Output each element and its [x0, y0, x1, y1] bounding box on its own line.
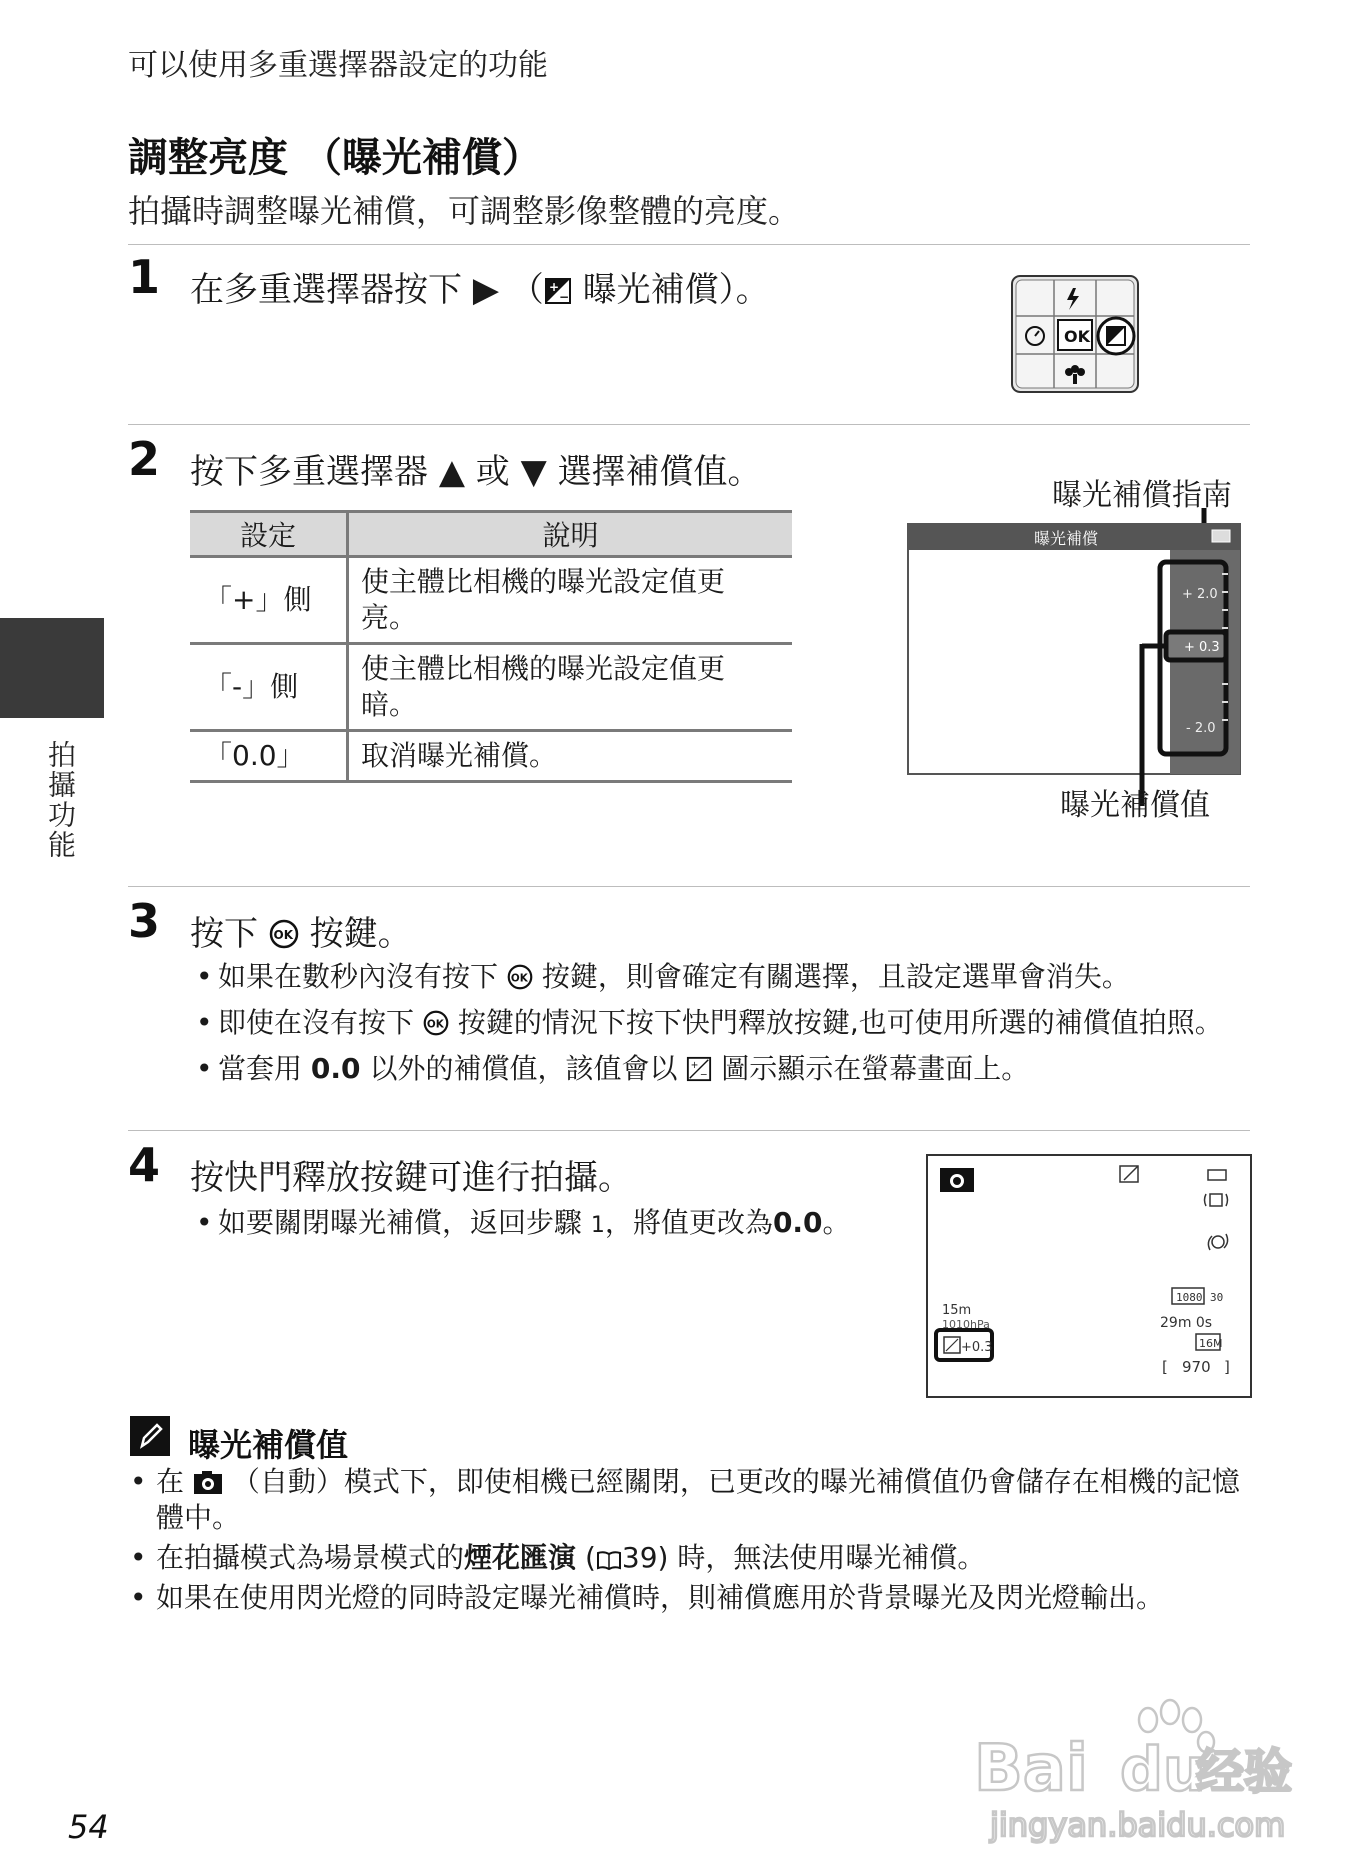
bullet-bold-value: 0.0	[310, 1052, 361, 1085]
bullet-text: 。	[822, 1206, 851, 1239]
table-cell-desc: 使主體比相機的曝光設定值更亮。	[348, 557, 793, 644]
bullet-bold-value: 0.0	[772, 1206, 823, 1239]
running-header: 可以使用多重選擇器設定的功能	[128, 48, 548, 83]
baidu-watermark-logo	[970, 1690, 1300, 1850]
bullet-text: 圖示顯示在螢幕畫面上。	[721, 1052, 1030, 1085]
step-2-text-a: 按下多重選擇器	[190, 452, 428, 492]
ok-button-icon	[423, 1010, 449, 1036]
chapter-label: 拍攝功能	[44, 740, 77, 860]
up-arrow-icon: ▲	[438, 452, 465, 492]
step-1-number: 1	[128, 250, 161, 304]
bullet-text: 如要關閉曝光補償，返回步驟	[218, 1206, 583, 1239]
list-item	[196, 1204, 896, 1245]
step-1-text-a: 在多重選擇器按下	[190, 270, 462, 310]
battery-icon	[1212, 530, 1230, 542]
step-3-text	[190, 906, 412, 955]
movie-time-text: 29m 0s	[1160, 1315, 1213, 1331]
bullet-text: 按鍵的情況下按下快門釋放按鍵,也可使用所選的補償值拍照。	[457, 1006, 1223, 1039]
book-reference-icon	[596, 1549, 622, 1571]
svg-text:OK: OK	[273, 928, 293, 942]
step-4-text: 按快門釋放按鍵可進行拍攝。	[190, 1158, 632, 1198]
section-subtitle: 拍攝時調整曝光補償，可調整影像整體的亮度。	[128, 192, 801, 230]
list-item	[130, 1580, 1260, 1616]
down-arrow-icon: ▼	[520, 452, 547, 492]
step-2-text-b: 或	[475, 452, 510, 492]
divider	[128, 1130, 1250, 1131]
table-header: 設定	[190, 512, 348, 557]
fps-text: 30	[1210, 1291, 1224, 1304]
step-2-text	[190, 444, 762, 493]
bullet-text: ，將值更改為	[604, 1206, 773, 1239]
multi-selector-diagram	[1010, 274, 1140, 394]
step-reference: 1	[590, 1213, 605, 1238]
step-3-bullets	[196, 958, 1256, 1096]
svg-text:+: +	[691, 1060, 699, 1072]
note-title: 曝光補償值	[188, 1426, 349, 1464]
right-arrow-icon: ▶	[472, 270, 499, 310]
svg-text:−: −	[700, 1069, 709, 1081]
watermark-brand-cn: 经验	[1196, 1744, 1293, 1800]
list-item	[196, 1004, 1256, 1042]
exposure-indicator-icon	[686, 1056, 712, 1082]
pressure-text: 1010hPa	[942, 1318, 990, 1331]
table-row	[190, 557, 792, 644]
ok-button-icon	[269, 919, 299, 949]
list-item	[130, 1464, 1260, 1536]
watermark-brand2: du	[1120, 1735, 1206, 1805]
bullet-text: 即使在沒有按下	[218, 1006, 415, 1039]
scale-selected: + 0.3	[1184, 640, 1220, 655]
bullet-text: 在拍攝模式為場景模式的	[156, 1541, 465, 1574]
step-3-text-a: 按下	[190, 914, 258, 954]
camera-mode-icon	[940, 1168, 974, 1192]
scale-bottom: - 2.0	[1186, 721, 1216, 736]
divider	[128, 424, 1250, 425]
table-cell-setting: 「-」側	[190, 644, 348, 731]
exposure-menu-screen	[906, 508, 1246, 808]
page-number: 54	[68, 1808, 109, 1846]
altitude-text: 15m	[942, 1303, 972, 1318]
list-item	[130, 1540, 1260, 1576]
step-2-text-c: 選擇補償值。	[557, 452, 762, 492]
step-4-number: 4	[128, 1138, 161, 1192]
ok-button-icon	[1058, 320, 1092, 350]
bullet-text: 如果在使用閃光燈的同時設定曝光補償時，則補償應用於背景曝光及閃光燈輸出。	[156, 1581, 1165, 1614]
exposure-comp-icon	[1098, 318, 1134, 354]
table-header-row	[190, 512, 792, 557]
exposure-comp-icon	[544, 277, 572, 305]
exposure-value-label: 曝光補償值	[1060, 788, 1210, 823]
page-reference: 39	[621, 1541, 658, 1574]
svg-text:OK: OK	[426, 1018, 444, 1031]
list-item	[196, 958, 1256, 996]
remaining-shots: 970	[1182, 1358, 1211, 1376]
bullet-text: 在	[156, 1465, 185, 1498]
bullet-text: 如果在數秒內沒有按下	[218, 960, 499, 993]
chapter-tab	[0, 618, 104, 718]
camera-auto-icon	[193, 1471, 223, 1495]
scale-top: + 2.0	[1182, 587, 1218, 602]
note-bullets	[130, 1464, 1260, 1620]
table-cell-setting: 「0.0」	[190, 731, 348, 782]
svg-text:−: −	[558, 290, 569, 304]
bracket-right: ]	[1224, 1358, 1230, 1376]
watermark-url: jingyan.baidu.com	[990, 1806, 1286, 1844]
ok-button-icon	[507, 964, 533, 990]
step-1-text-b: （	[509, 270, 544, 310]
divider	[128, 244, 1250, 245]
shooting-screen	[926, 1154, 1252, 1398]
bullet-text: 按鍵，則會確定有關選擇，且設定選單會消失。	[541, 960, 1130, 993]
movie-res-text: 1080	[1176, 1291, 1203, 1304]
svg-text:+: +	[548, 280, 559, 294]
table-cell-setting: 「+」側	[190, 557, 348, 644]
table-row	[190, 731, 792, 782]
step-3-text-b: 按鍵。	[309, 914, 412, 954]
table-cell-desc: 取消曝光補償。	[348, 731, 793, 782]
image-size-text: 16M	[1199, 1337, 1223, 1350]
bullet-text: （自動）模式下，即使相機已經關閉，已更改的曝光補償值仍會儲存在相機的記憶體中。	[156, 1465, 1240, 1534]
svg-text:OK: OK	[510, 972, 528, 985]
ev-value-text: +0.3	[961, 1340, 993, 1355]
svg-text:OK: OK	[1064, 327, 1090, 346]
note-pencil-icon	[130, 1416, 170, 1456]
divider	[128, 886, 1250, 887]
bullet-bold-value: 煙花匯演	[464, 1541, 577, 1574]
bullet-text: 當套用	[218, 1052, 303, 1085]
settings-table	[190, 510, 792, 783]
bullet-text: ) 時，無法使用曝光補償。	[657, 1541, 986, 1574]
table-header: 說明	[348, 512, 793, 557]
watermark-brand: Bai	[974, 1732, 1088, 1806]
step-2-number: 2	[128, 432, 161, 486]
section-title: 調整亮度 （曝光補償）	[128, 135, 542, 181]
step-1-text-c: 曝光補償）。	[582, 270, 770, 310]
exposure-guide-label: 曝光補償指南	[1052, 478, 1232, 513]
bracket-left: [	[1162, 1358, 1168, 1376]
step-4-bullets	[196, 1204, 896, 1253]
step-3-number: 3	[128, 894, 161, 948]
table-row	[190, 644, 792, 731]
table-cell-desc: 使主體比相機的曝光設定值更暗。	[348, 644, 793, 731]
step-1-text	[190, 262, 770, 311]
list-item	[196, 1050, 1256, 1088]
bullet-text: (	[584, 1541, 596, 1574]
menu-title: 曝光補償	[1034, 529, 1099, 548]
bullet-text: 以外的補償值，該值會以	[369, 1052, 678, 1085]
